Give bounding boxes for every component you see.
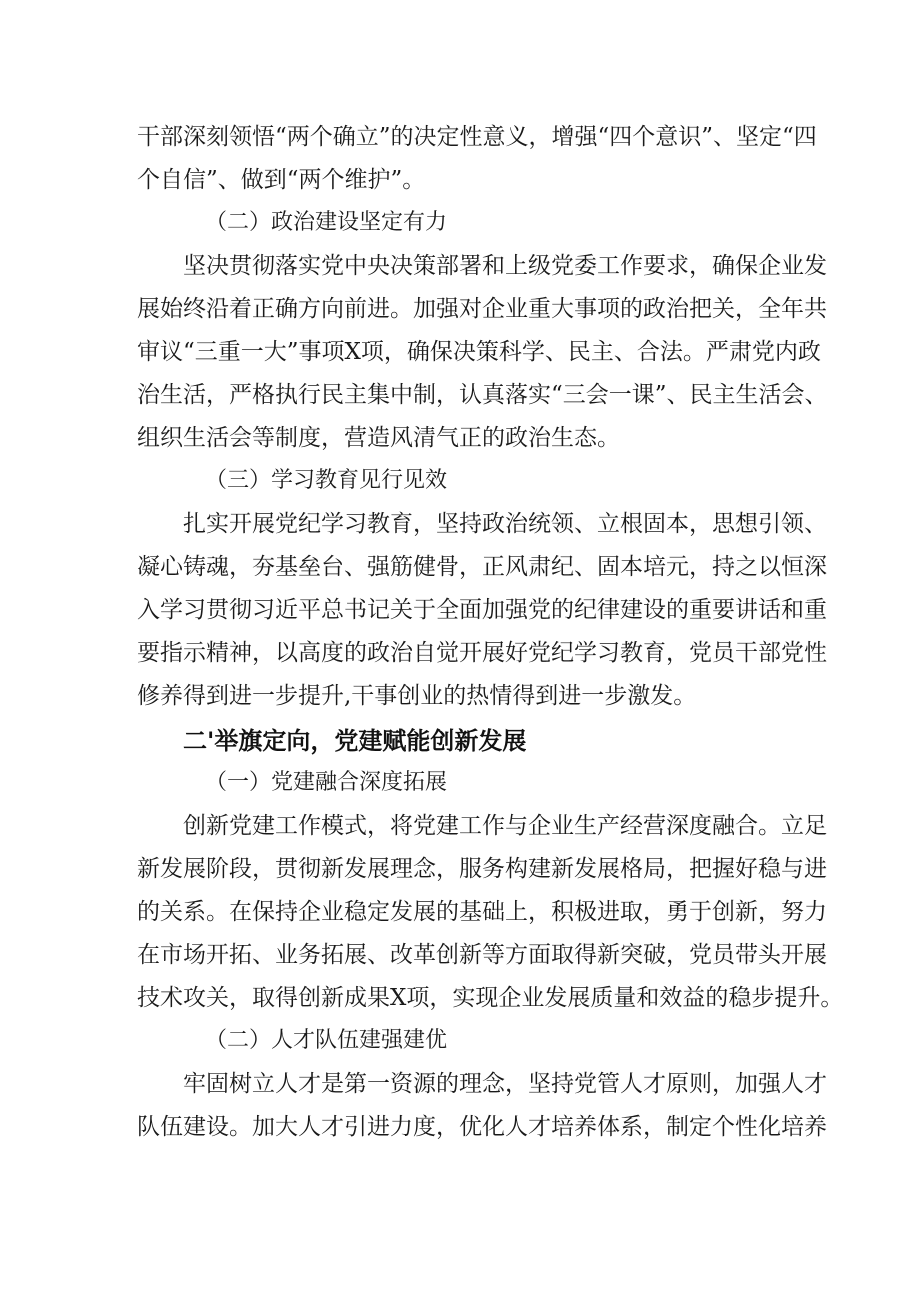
body-line: 入学习贯彻习近平总书记关于全面加强党的纪律建设的重要讲话和重 (137, 597, 827, 623)
body-line: 修养得到进一步提升,干事创业的热情得到进一步激发。 (137, 683, 697, 709)
section-heading: （一）党建融合深度拓展 (205, 770, 448, 795)
section-heading: （二）政治建设坚定有力 (205, 210, 448, 235)
body-line: 个自信”、做到“两个维护”。 (137, 167, 426, 193)
body-line: 组织生活会等制度，营造风清气正的政治生态。 (137, 425, 620, 451)
body-line: 新发展阶段，贯彻新发展理念，服务构建新发展格局，把握好稳与进 (137, 856, 827, 882)
body-line: 创新党建工作模式，将党建工作与企业生产经营深度融合。立足 (183, 813, 827, 839)
chapter-heading: 二'举旗定向，党建赋能创新发展 (183, 727, 527, 755)
body-line: 要指示精神，以高度的政治自觉开展好党纪学习教育，党员干部党性 (137, 640, 827, 666)
section-heading: （二）人才队伍建强建优 (205, 1028, 448, 1053)
body-line: 坚决贯彻落实党中央决策部署和上级党委工作要求，确保企业发 (183, 253, 827, 279)
body-line: 的关系。在保持企业稳定发展的基础上，积极进取，勇于创新，努力 (137, 899, 827, 925)
body-line: 在市场开拓、业务拓展、改革创新等方面取得新突破，党员带头开展 (137, 942, 827, 968)
body-line: 凝心铸魂，夯基垒台、强筋健骨，正风肃纪、固本培元，持之以恒深 (137, 554, 827, 580)
body-line: 治生活，严格执行民主集中制，认真落实“三会一课”、民主生活会、 (137, 382, 828, 408)
body-line: 队伍建设。加大人才引进力度，优化人才培养体系，制定个性化培养 (137, 1114, 827, 1140)
body-line: 扎实开展党纪学习教育，坚持政治统领、立根固本，思想引领、 (183, 511, 827, 537)
section-heading: （三）学习教育见行见效 (205, 468, 448, 493)
body-line: 展始终沿着正确方向前进。加强对企业重大事项的政治把关，全年共 (137, 296, 827, 322)
body-line: 干部深刻领悟“两个确立”的决定性意义，增强“四个意识”、坚定“四 (137, 124, 817, 150)
body-line: 审议“三重一大”事项X项，确保决策科学、民主、合法。严肃党内政 (137, 339, 821, 365)
body-line: 牢固树立人才是第一资源的理念，坚持党管人才原则，加强人才 (183, 1071, 827, 1097)
body-line: 技术攻关，取得创新成果X项，实现企业发展质量和效益的稳步提升。 (137, 985, 844, 1011)
